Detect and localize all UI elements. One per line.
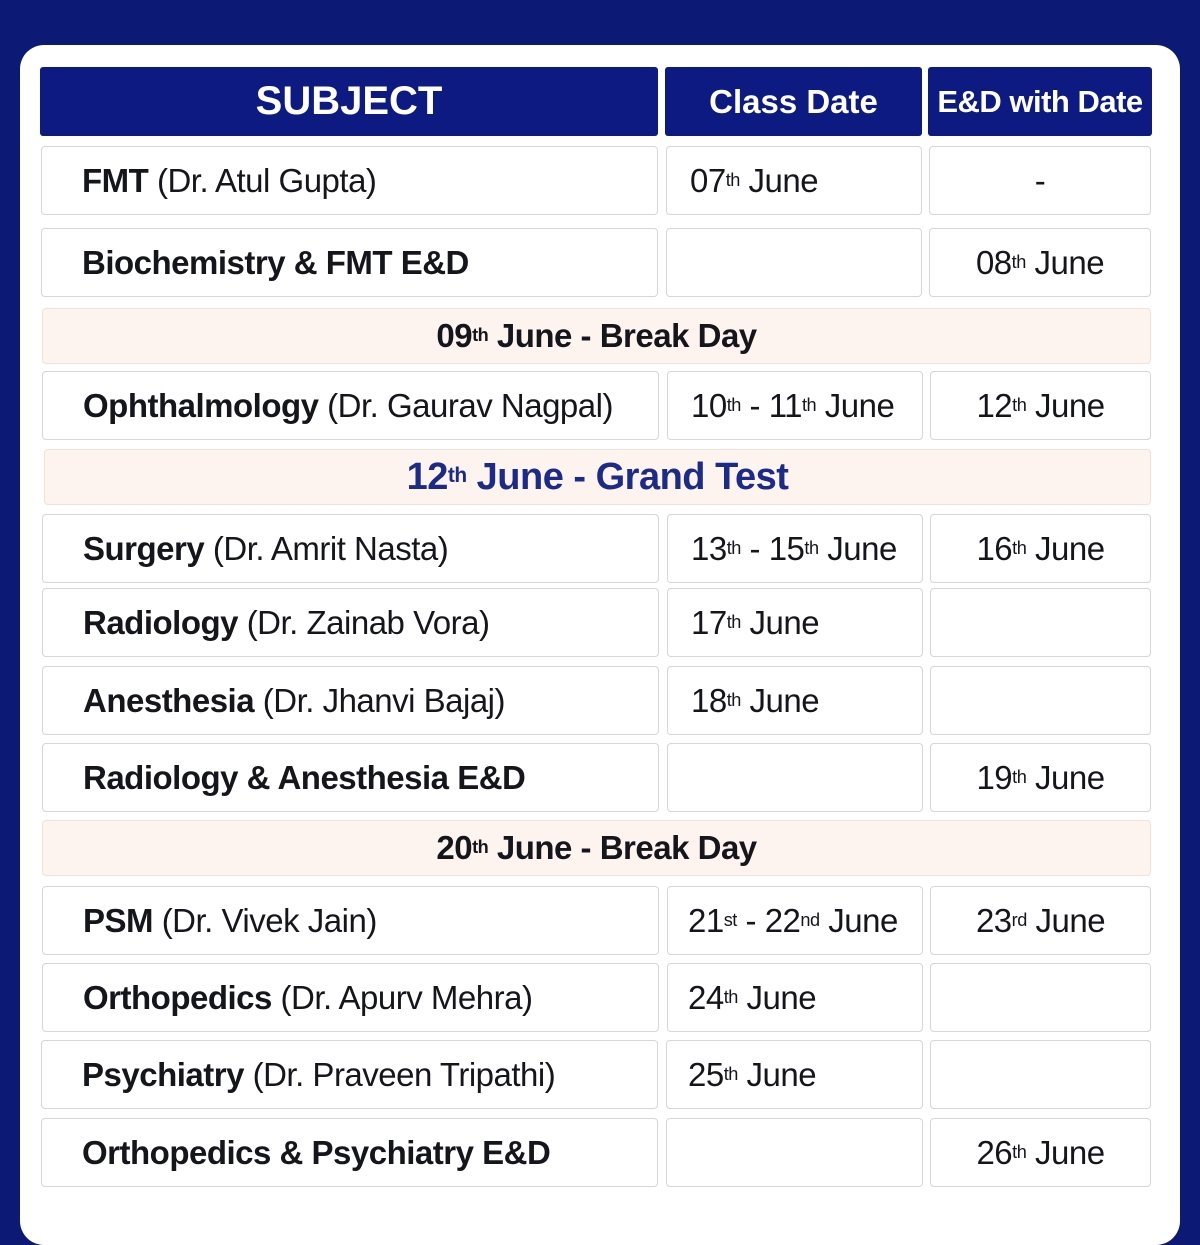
class-suffix: th: [726, 689, 741, 710]
row-subject: [42, 743, 659, 812]
class-end-day: 15: [768, 529, 805, 567]
faculty-name: (Dr. Zainab Vora): [246, 603, 490, 641]
subject-name: Biochemistry & FMT E&D: [82, 243, 469, 281]
subject-name: Ophthalmology: [83, 386, 319, 424]
class-day: 07: [690, 161, 726, 199]
class-month: June: [746, 1055, 817, 1093]
grand-test-day: 12: [406, 455, 448, 498]
faculty-name: (Dr. Atul Gupta): [156, 161, 377, 199]
subject-name: Orthopedics & Psychiatry E&D: [82, 1133, 551, 1171]
class-end-day: 22: [764, 901, 801, 939]
ed-day: 12: [976, 386, 1013, 424]
class-day: 25: [688, 1055, 724, 1093]
break-day: 20: [436, 829, 473, 866]
class-suffix: th: [723, 1063, 738, 1084]
row-ed-date: [930, 886, 1151, 955]
class-end-suffix: th: [801, 394, 817, 415]
class-suffix: th: [726, 611, 741, 632]
faculty-name: (Dr. Amrit Nasta): [212, 529, 449, 567]
ed-empty-dash: -: [1034, 161, 1046, 199]
subject-name: Orthopedics: [83, 978, 272, 1016]
class-month: June: [749, 681, 820, 719]
ed-month: June: [1034, 386, 1105, 424]
row-subject: [42, 886, 659, 955]
class-month: June: [749, 603, 820, 641]
row-class-date: [667, 963, 923, 1032]
row-ed-date: [930, 1040, 1151, 1109]
faculty-name: (Dr. Jhanvi Bajaj): [262, 681, 506, 719]
row-class-date: [666, 1040, 923, 1109]
break-day-row: [42, 820, 1151, 876]
ed-suffix: th: [1012, 1141, 1027, 1162]
class-month: June: [748, 161, 819, 199]
class-end-day: 11: [768, 386, 802, 424]
row-ed-date: [929, 228, 1151, 297]
class-start-day: 10: [691, 386, 727, 424]
row-ed-date: [930, 514, 1151, 583]
subject-name: Radiology: [83, 603, 239, 641]
subject-name: Psychiatry: [82, 1055, 244, 1093]
faculty-name: (Dr. Praveen Tripathi): [252, 1055, 556, 1093]
row-subject: [42, 514, 659, 583]
faculty-name: (Dr. Apurv Mehra): [280, 978, 533, 1016]
break-suffix: th: [472, 837, 489, 858]
ed-day: 19: [976, 758, 1013, 796]
header-class-date: Class Date: [665, 67, 922, 136]
row-class-date: [666, 228, 922, 297]
ed-month: June: [1034, 1133, 1105, 1171]
ed-month: June: [1034, 758, 1105, 796]
date-separator: -: [749, 529, 761, 567]
ed-day: 16: [976, 529, 1013, 567]
class-month: June: [746, 978, 817, 1016]
class-start-suffix: st: [723, 909, 737, 930]
subject-name: PSM: [83, 901, 154, 939]
subject-name: FMT: [82, 161, 149, 199]
ed-suffix: th: [1012, 766, 1027, 787]
break-text: June - Break Day: [496, 317, 757, 354]
ed-suffix: th: [1012, 537, 1027, 558]
class-start-day: 13: [691, 529, 727, 567]
class-start-suffix: th: [726, 394, 741, 415]
row-class-date: [667, 514, 923, 583]
class-day: 17: [691, 603, 727, 641]
row-ed-date: [930, 666, 1151, 735]
grand-test-suffix: th: [447, 463, 467, 487]
date-separator: -: [745, 901, 757, 939]
ed-suffix: th: [1011, 251, 1026, 272]
class-month: June: [828, 901, 898, 939]
row-class-date: [667, 371, 923, 440]
grand-test-row: [44, 449, 1151, 505]
class-end-suffix: nd: [800, 909, 820, 930]
header-subject: SUBJECT: [40, 67, 658, 136]
row-ed-date: [930, 743, 1151, 812]
ed-suffix: th: [1012, 394, 1027, 415]
class-suffix: th: [723, 986, 738, 1007]
faculty-name: (Dr. Vivek Jain): [161, 901, 377, 939]
row-subject: [41, 146, 658, 215]
faculty-name: (Dr. Gaurav Nagpal): [327, 386, 613, 424]
row-class-date: [667, 743, 923, 812]
row-ed-date: [929, 146, 1151, 215]
subject-name: Radiology & Anesthesia E&D: [83, 758, 526, 796]
break-suffix: th: [472, 325, 489, 346]
ed-day: 23: [975, 901, 1012, 939]
ed-month: June: [1035, 901, 1106, 939]
ed-month: June: [1034, 529, 1105, 567]
break-day: 09: [436, 317, 473, 354]
class-start-day: 21: [688, 901, 724, 939]
row-ed-date: [930, 963, 1151, 1032]
row-class-date: [667, 886, 923, 955]
row-subject: [41, 1040, 658, 1109]
row-class-date: [666, 146, 922, 215]
row-class-date: [667, 588, 923, 657]
row-subject: [42, 588, 659, 657]
row-subject: [42, 371, 659, 440]
class-day: 24: [688, 978, 724, 1016]
date-separator: -: [749, 386, 761, 424]
class-start-suffix: th: [726, 537, 741, 558]
class-end-suffix: th: [804, 537, 819, 558]
ed-suffix: rd: [1011, 909, 1027, 930]
break-text: June - Break Day: [496, 829, 757, 866]
row-subject: [42, 963, 659, 1032]
header-ed-date: E&D with Date: [928, 67, 1152, 136]
grand-test-text: June - Grand Test: [476, 455, 789, 498]
row-subject: [42, 666, 659, 735]
row-subject: [41, 228, 658, 297]
subject-name: Surgery: [83, 529, 205, 567]
row-ed-date: [930, 371, 1151, 440]
subject-name: Anesthesia: [83, 681, 255, 719]
class-day: 18: [691, 681, 727, 719]
ed-day: 26: [976, 1133, 1013, 1171]
class-month: June: [824, 386, 895, 424]
class-suffix: th: [725, 169, 740, 190]
class-month: June: [827, 529, 897, 567]
row-ed-date: [930, 1118, 1151, 1187]
row-ed-date: [930, 588, 1151, 657]
ed-day: 08: [975, 243, 1012, 281]
row-class-date: [667, 666, 923, 735]
break-day-row: [42, 308, 1151, 364]
row-class-date: [666, 1118, 923, 1187]
row-subject: [41, 1118, 658, 1187]
ed-month: June: [1034, 243, 1105, 281]
